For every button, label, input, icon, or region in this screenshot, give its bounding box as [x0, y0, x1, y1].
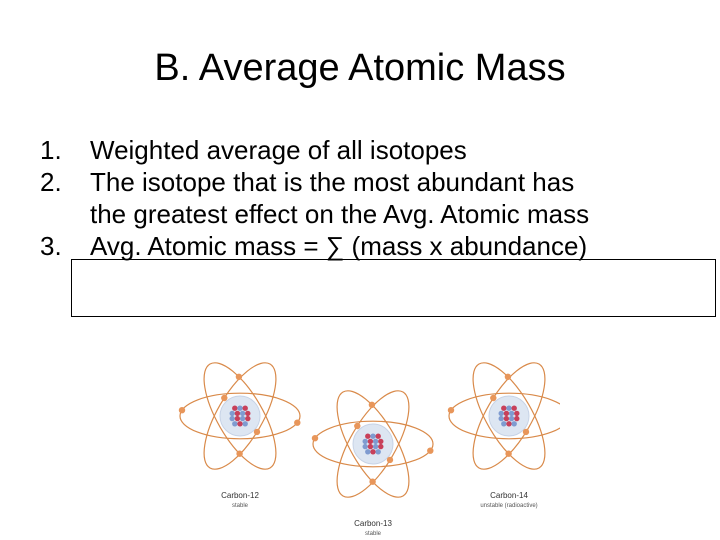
list-number: 1.: [40, 135, 62, 165]
nucleon: [376, 434, 381, 439]
nucleon: [237, 406, 242, 411]
atom-stability: stable: [231, 503, 249, 509]
nucleus-cloud: [220, 396, 260, 436]
electron: [490, 395, 496, 401]
electron: [354, 423, 360, 429]
nucleon: [506, 421, 511, 426]
nucleon: [230, 416, 235, 421]
atom-label: Carbon-14: [490, 491, 528, 500]
slide-title-text: B. Average Atomic Mass: [154, 47, 566, 89]
nucleon: [514, 411, 519, 416]
nucleon: [245, 411, 250, 416]
nucleon: [240, 411, 245, 416]
electron: [236, 451, 242, 457]
electron: [221, 395, 227, 401]
nucleon: [230, 411, 235, 416]
nucleus-cloud: [353, 424, 393, 464]
nucleon: [378, 444, 383, 449]
nucleon: [232, 406, 237, 411]
electron: [369, 479, 375, 485]
list-text: The isotope that is the most abundant has: [90, 167, 575, 197]
nucleon: [232, 421, 237, 426]
nucleus-cloud: [489, 396, 529, 436]
nucleon: [373, 439, 378, 444]
nucleon: [501, 421, 506, 426]
electron: [236, 374, 242, 380]
nucleon: [363, 439, 368, 444]
nucleon: [376, 449, 381, 454]
electron: [427, 448, 433, 454]
list-item: [40, 230, 720, 262]
electron: [179, 407, 185, 413]
electron: [312, 435, 318, 441]
electron: [387, 457, 393, 463]
nucleon: [368, 444, 373, 449]
nucleon: [373, 444, 378, 449]
atom-stability: unstable (radioactive): [480, 503, 538, 509]
nucleon: [245, 416, 250, 421]
nucleon: [363, 444, 368, 449]
formula-box: [71, 259, 716, 317]
nucleon: [378, 439, 383, 444]
nucleon: [365, 449, 370, 454]
nucleon: [243, 421, 248, 426]
nucleon: [235, 411, 240, 416]
nucleon: [499, 411, 504, 416]
list-text: the greatest effect on the Avg. Atomic mass: [90, 199, 590, 229]
electron: [505, 374, 511, 380]
atom-label: Carbon-12: [221, 491, 259, 500]
atom-stability: stable: [364, 531, 382, 537]
electron: [505, 451, 511, 457]
carbon-13-atom: [312, 381, 434, 508]
list-number: 3.: [40, 231, 62, 261]
carbon-12-atom: [179, 353, 301, 480]
nucleon: [365, 434, 370, 439]
nucleon: [504, 411, 509, 416]
nucleon: [512, 421, 517, 426]
nucleon: [237, 421, 242, 426]
nucleon: [509, 416, 514, 421]
electron: [448, 407, 454, 413]
list-item: [40, 166, 720, 230]
nucleon: [370, 449, 375, 454]
nucleon: [501, 406, 506, 411]
carbon-14-atom: [448, 353, 560, 480]
nucleon: [514, 416, 519, 421]
electron: [369, 402, 375, 408]
slide-title: [0, 44, 720, 92]
bullet-list: [40, 134, 720, 262]
electron: [254, 429, 260, 435]
nucleon: [368, 439, 373, 444]
nucleon: [243, 406, 248, 411]
atom-label: Carbon-13: [354, 519, 392, 528]
list-item: [40, 134, 720, 166]
nucleon: [240, 416, 245, 421]
list-number: 2.: [40, 167, 62, 197]
nucleon: [512, 406, 517, 411]
nucleon: [499, 416, 504, 421]
carbon-isotopes-figure: [160, 352, 560, 540]
nucleon: [235, 416, 240, 421]
nucleon: [504, 416, 509, 421]
nucleon: [370, 434, 375, 439]
formula-text: Avg. Atomic mass = ∑ (mass x abundance): [90, 231, 588, 261]
electron: [294, 420, 300, 426]
electron: [523, 429, 529, 435]
nucleon: [506, 406, 511, 411]
nucleon: [509, 411, 514, 416]
list-text: Weighted average of all isotopes: [90, 135, 467, 165]
